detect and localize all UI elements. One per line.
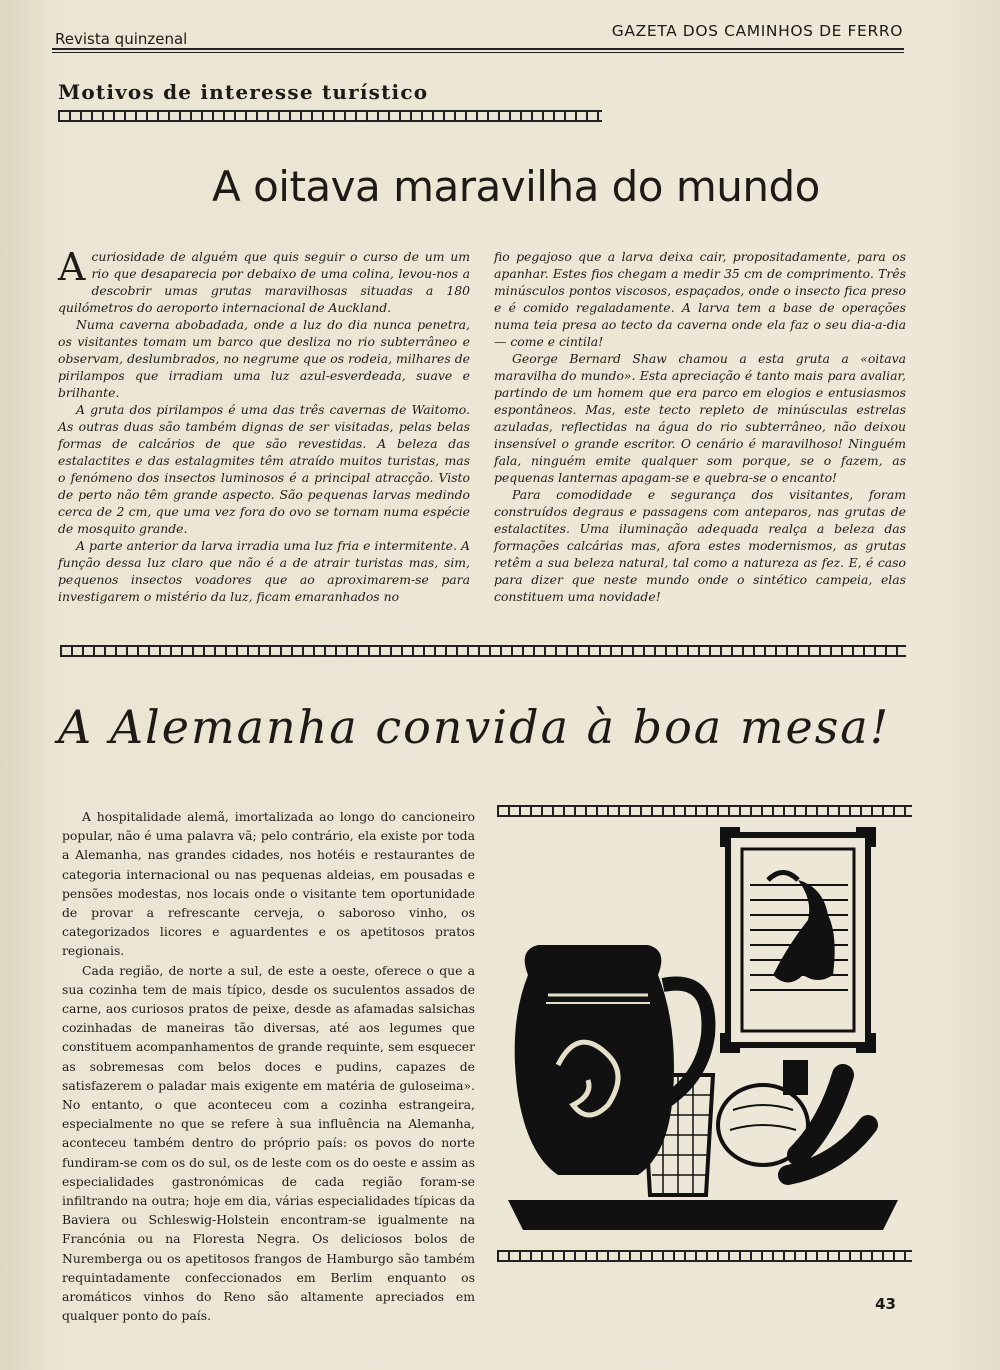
decorated-jug-icon [515,945,709,1175]
header-magazine-title: GAZETA DOS CAMINHOS DE FERRO [611,22,903,40]
header-rule-thin [52,52,904,53]
article2-column [62,807,475,1325]
article1-paragraph: fio pegajoso que a larva deixa cair, propositadamente, para os apanhar. Estes fios chegam a medir 35 cm de comprimento. Três minúsculos pontos viscosos, espaçados, onde o insecto fica preso e é comido regaladamente. A larva tem a base de operações numa teia presa ao tecto da caverna onde ela faz o seu dia-a-dia — come e cintila! [494,249,906,349]
drop-cap: A [58,245,86,289]
article2-paragraph: Cada região, de norte a sul, de este a oeste, oferece o que a sua cozinha tem de mais típico, desde os suculentos assados de carne, aos curiosos pratos de peixe, desde as afamadas salsichas cozinhadas de maneiras tão diversas, até aos legumes que constituem acompanhamentos de grande requinte, sem esquecer as sobremesas com belos doces e pudins, capazes de satisfazerem o paladar mais exigente em matéria de guloseima». No entanto, o que aconteceu com a cozinha estrangeira, especialmente no que se refere à sua influência na Alemanha, aconteceu também dentro do próprio país: os povos do norte fundiram-se com os do sul, os de leste com os do oeste e assim as especialidades gastronómicas de cada região foram-se infiltrando na outra; hoje em dia, várias especialidades típicas da Baviera ou Schleswig-Holstein encontram-se igualmente na Francónia ou na Floresta Negra. Os deliciosos bolos de Nuremberga ou os apetitosos frangos de Hamburgo são também requintadamente confeccionados em Berlim enquanto os aromáticos vinhos do Reno são altamente apreciados em qualquer ponto do país. [62,962,475,1324]
meander-border-top [58,110,602,122]
framed-goat-picture-icon [720,827,876,1053]
meander-border-divider [60,645,906,657]
still-life-illustration [498,825,910,1245]
section-title: Motivos de interesse turístico [58,80,429,104]
page-number: 43 [875,1295,896,1313]
header-publication-frequency: Revista quinzenal [55,30,188,48]
article1-paragraph: A gruta dos pirilampos é uma das três cavernas de Waitomo. As outras duas são também dignas de ser visitadas, pelas belas formas de calcários de que são revestidas. A beleza das estalactites e das estalagmites têm atraído muitos turistas, mas o fenómeno dos insectos luminosos é a principal atracção. Visto de perto não têm grande aspecto. São pequenas larvas medindo cerca de 2 cm, que uma vez fora do ovo se tornam numa espécie de mosquito grande. [58,402,470,536]
meander-border-illustration-top [497,805,912,817]
article1-paragraph: A parte anterior da larva irradia uma luz fria e intermitente. A função dessa luz claro que não é a de atrair turistas mas, sim, pequenos insectos voadores que ao aproximarem-se para investigarem o mistério da luz, ficam emaranhados no [58,538,470,604]
article-title-oitava-maravilha: A oitava maravilha do mundo [212,162,820,211]
article2-paragraph: A hospitalidade alemã, imortalizada ao longo do cancioneiro popular, não é uma palavra vã; pelo contrário, ela existe por toda a Alemanha, nas grandes cidades, nos hotéis e restaurantes de categoria internacional ou nas pequenas aldeias, em pousadas e pensões modestas, nos locais onde o visitante tem oportunidade de provar a refrescante cerveja, o saboroso vinho, os categorizados licores e aguardentes e os apetitosos pratos regionais. [62,809,475,959]
article1-column-left [58,245,470,605]
table-icon [508,1200,898,1230]
bread-and-sausage-icon [718,1060,868,1175]
article1-column-right [494,248,906,605]
meander-border-illustration-bottom [497,1250,912,1262]
article1-paragraph: Numa caverna abobadada, onde a luz do dia nunca penetra, os visitantes tomam um barco que desliza no rio subterrâneo e observam, deslumbrados, no negrume que os rodeia, milhares de pirilampos que irradiam uma luz azul-esverdeada, suave e brilhante. [58,317,470,400]
article1-paragraph: George Bernard Shaw chamou a esta gruta a «oitava maravilha do mundo». Esta apreciação é tanto mais para avaliar, partindo de um homem que era parco em elogios e entusiasmos espontâneos. Mas, este tecto repleto de minúsculas estrelas azuladas, reflectidas na água do rio subterrâneo, não deixou insensível o grande escritor. O cenário é maravilhoso! Ninguém fala, ninguém emite qualquer som porque, se o fazem, as pequenas lanternas apagam-se e quebra-se o encanto! [494,351,906,485]
article-title-alemanha: A Alemanha convida à boa mesa! [58,700,891,754]
article1-paragraph: Acuriosidade de alguém que quis seguir o curso de um um rio que desaparecia por debaixo de uma colina, levou-nos a descobrir umas grutas maravilhosas situadas a 180 quilómetros do aeroporto internacional de Auckland. [58,245,470,315]
header-rule [52,48,904,50]
article1-paragraph: Para comodidade e segurança dos visitantes, foram construídos degraus e passagens com anteparos, nas grutas de estalactites. Uma iluminação adequada realça a beleza das formações calcárias mas, afora estes modernismos, as grutas retêm a sua beleza natural, tal como a natureza as fez. E, é caso para dizer que neste mundo onde o sintético campeia, elas constituem uma novidade! [494,487,906,604]
